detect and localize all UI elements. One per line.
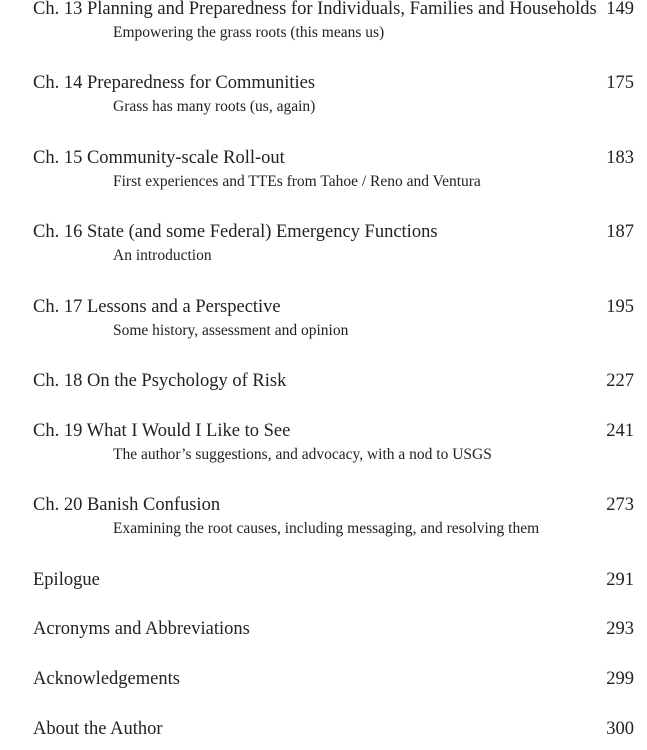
toc-line [33,568,634,592]
toc-page-number: 227 [606,371,634,391]
toc-entry-acronyms[interactable] [33,617,634,641]
toc-entry-ch17[interactable] [33,295,634,339]
toc-entry-ch20[interactable] [33,493,634,537]
toc-entry-subtitle: Grass has many roots (us, again) [113,98,316,115]
toc-page-number: 175 [606,73,634,93]
toc-entry-subtitle: An introduction [113,247,212,264]
toc-page-number: 183 [606,148,634,168]
toc-entry-title: Ch. 13 Planning and Preparedness for Individuals, Families and Households [33,0,597,19]
toc-line [33,146,634,170]
toc-page-number: 195 [606,297,634,317]
toc-line [33,617,634,641]
toc-entry-subtitle: The author’s suggestions, and advocacy, with a nod to USGS [113,446,492,463]
toc-entry-ch16[interactable] [33,220,634,264]
toc-entry-ch14[interactable] [33,71,634,115]
toc-line [33,717,634,741]
toc-entry-title: Acknowledgements [33,669,180,689]
toc-page-number: 149 [606,0,634,19]
toc-page-number: 300 [606,719,634,739]
toc-entry-title: Ch. 16 State (and some Federal) Emergency Functions [33,222,438,242]
toc-entry-ch18[interactable] [33,369,634,393]
toc-page-number: 299 [606,669,634,689]
toc-entry-ch13[interactable] [33,0,634,41]
toc-entry-acknowledgements[interactable] [33,667,634,691]
toc-entry-title: Ch. 18 On the Psychology of Risk [33,371,287,391]
toc-entry-title: Ch. 19 What I Would I Like to See [33,421,291,441]
toc-entry-title: Epilogue [33,570,100,590]
toc-entry-subtitle: Examining the root causes, including messaging, and resolving them [113,520,540,537]
toc-page-number: 241 [606,421,634,441]
toc-entry-subtitle: First experiences and TTEs from Tahoe / Reno and Ventura [113,173,481,190]
toc-line [33,220,634,244]
toc-line [33,369,634,393]
toc-page-number: 273 [606,495,634,515]
toc-line [33,667,634,691]
toc-entry-title: Ch. 17 Lessons and a Perspective [33,297,281,317]
toc-entry-subtitle: Some history, assessment and opinion [113,322,349,339]
toc-entry-subtitle: Empowering the grass roots (this means us) [113,24,385,41]
toc-entry-ch19[interactable] [33,419,634,463]
toc-line [33,0,634,21]
toc-entry-about-the-author[interactable] [33,717,634,741]
toc-line [33,419,634,443]
toc-entry-ch15[interactable] [33,146,634,190]
toc-line [33,295,634,319]
toc-entry-title: Ch. 20 Banish Confusion [33,495,221,515]
toc-line [33,71,634,95]
toc-entry-title: Acronyms and Abbreviations [33,619,250,639]
toc-page-number: 291 [606,570,634,590]
toc-line [33,493,634,517]
toc-entry-title: About the Author [33,719,163,739]
toc-page-number: 293 [606,619,634,639]
toc-entry-title: Ch. 14 Preparedness for Communities [33,73,316,93]
toc-entry-epilogue[interactable] [33,568,634,592]
toc-page-number: 187 [606,222,634,242]
toc-entry-title: Ch. 15 Community-scale Roll-out [33,148,285,168]
